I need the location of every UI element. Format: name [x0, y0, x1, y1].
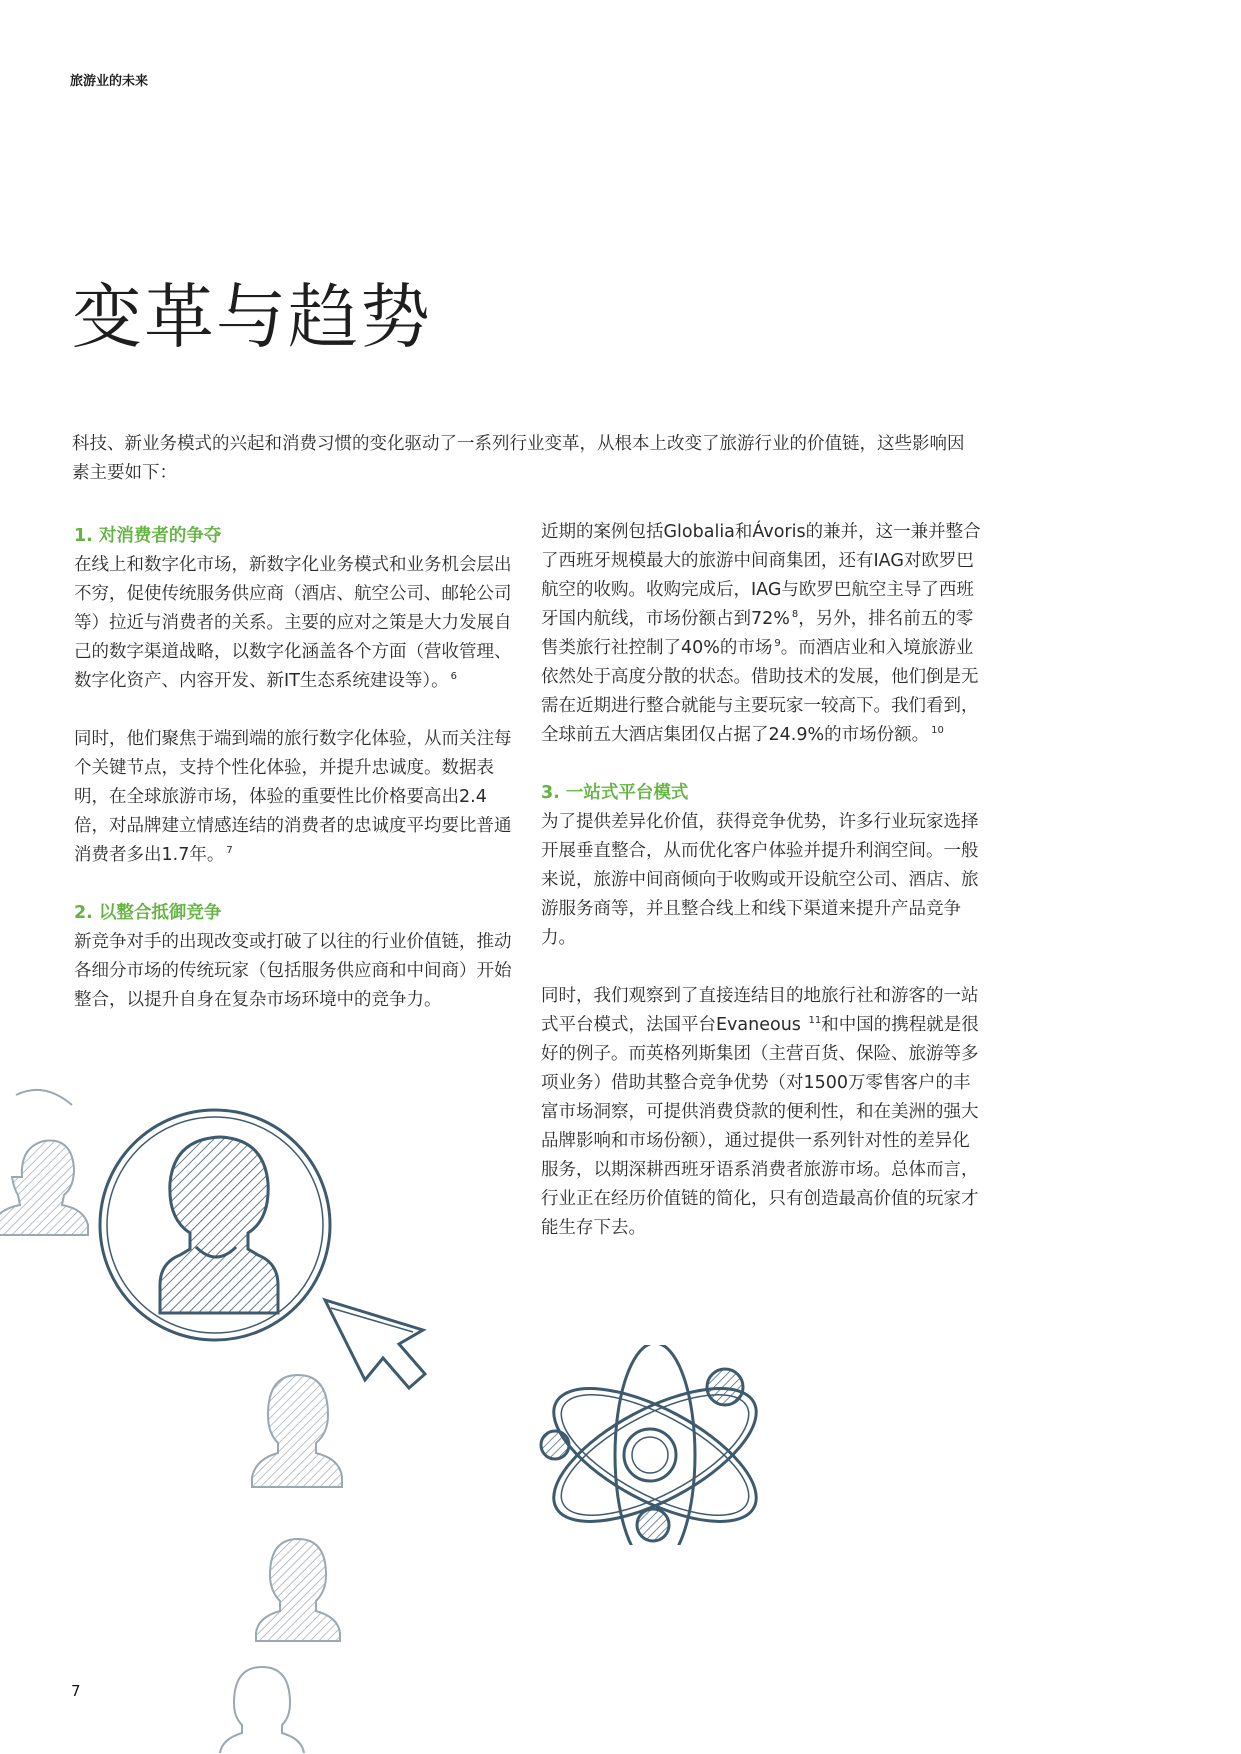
section-2-paragraph-2c-text: 。而酒店业和入境旅游业依然处于高度分散的状态。借助技术的发展，他们倒是无需在近期进行整合就能与主要玩家一较高下。我们看到，全球前五大酒店集团仅占据了24.9%的市场份额。: [541, 638, 979, 745]
central-user-icon: [100, 1110, 330, 1340]
footnote-ref-6: 6: [450, 671, 457, 682]
section-2-heading: 2. 以整合抵御竞争: [74, 903, 222, 923]
small-person-icon: [0, 1090, 88, 1235]
left-column: [74, 522, 514, 1044]
section-1-paragraph-1-text: 在线上和数字化市场，新数字化业务模式和业务机会层出不穷，促使传统服务供应商（酒店、航空公司、邮轮公司等）拉近与消费者的关系。主要的应对之策是大力发展自己的数字渠道战略，以数字化涵盖各个方面（营收管理、数字化资产、内容开发、新IT生态系统建设等）。: [74, 555, 512, 691]
footnote-ref-9: 9: [774, 638, 781, 649]
section-1-paragraph-2-text: 同时，他们聚焦于端到端的旅行数字化体验，从而关注每个关键节点，支持个性化体验，并提升忠诚度。数据表明，在全球旅游市场，体验的重要性比价格要高出2.4倍，对品牌建立情感连结的消费者的忠诚度平均要比普通消费者多出1.7年。: [74, 729, 512, 865]
section-2-paragraph-2a-text: 近期的案例包括Globalia和Ávoris的兼并，这一兼并整合了西班牙规模最大的旅游中间商集团，还有IAG对欧罗巴航空的收购。收购完成后，IAG与欧罗巴航空主导了西班牙国内航线，市场份额占到72%: [541, 522, 981, 629]
section-1-paragraph-1: [74, 551, 514, 696]
page-number: 7: [71, 1682, 81, 1700]
person-icon-3: [256, 1539, 340, 1641]
section-3-paragraph-2b-text: 和中国的携程就是很好的例子。而英格列斯集团（主营百货、保险、旅游等多项业务）借助其整合竞争优势（对1500万零售客户的丰富市场洞察，可提供消费贷款的便利性，和在美洲的强大品牌影响和市场份额），通过提供一系列针对性的差异化服务，以期深耕西班牙语系消费者旅游市场。总体而言，行业正在经历价值链的简化，只有创造最高价值的玩家才能生存下去。: [541, 1015, 979, 1238]
section-1-paragraph-2: [74, 725, 514, 870]
footnote-ref-10: 10: [931, 725, 944, 736]
intro-paragraph: 科技、新业务模式的兴起和消费习惯的变化驱动了一系列行业变革，从根本上改变了旅游行业的价值链，这些影响因素主要如下：: [72, 434, 965, 483]
right-column: [541, 518, 981, 1272]
section-2-paragraph-2: [541, 518, 981, 750]
person-icon-4: [220, 1667, 304, 1753]
footnote-ref-11: 11: [808, 1015, 822, 1026]
section-3-paragraph-2: [541, 982, 981, 1243]
person-icon-2: [252, 1375, 342, 1487]
atom-illustration: [535, 1345, 780, 1545]
section-2-paragraph-1: 新竞争对手的出现改变或打破了以往的行业价值链，推动各细分市场的传统玩家（包括服务供应商和中间商）开始整合，以提升自身在复杂市场环境中的竞争力。: [74, 932, 512, 1010]
running-head: 旅游业的未来: [70, 74, 149, 89]
section-2-paragraph-2b-text: ，另外，排名前五的零售类旅行社控制了40%的市场: [541, 609, 974, 658]
section-1-heading: 1. 对消费者的争夺: [74, 526, 222, 546]
page-title: 变革与趋势: [72, 276, 432, 358]
section-3-heading: 3. 一站式平台模式: [541, 783, 689, 803]
section-3-paragraph-2a-text: 同时，我们观察到了直接连结目的地旅行社和游客的一站式平台模式，法国平台Evaneous: [541, 986, 979, 1035]
section-3-paragraph-1: 为了提供差异化价值，获得竞争优势，许多行业玩家选择开展垂直整合，从而优化客户体验并提升利润空间。一般来说，旅游中间商倾向于收购或开设航空公司、酒店、旅游服务商等，并且整合线上和线下渠道来提升产品竞争力。: [541, 812, 979, 948]
footnote-ref-7: 7: [226, 845, 233, 856]
footnote-ref-8: 8: [791, 609, 799, 620]
people-network-illustration: [0, 1085, 440, 1754]
cursor-arrow-icon: [325, 1300, 425, 1388]
